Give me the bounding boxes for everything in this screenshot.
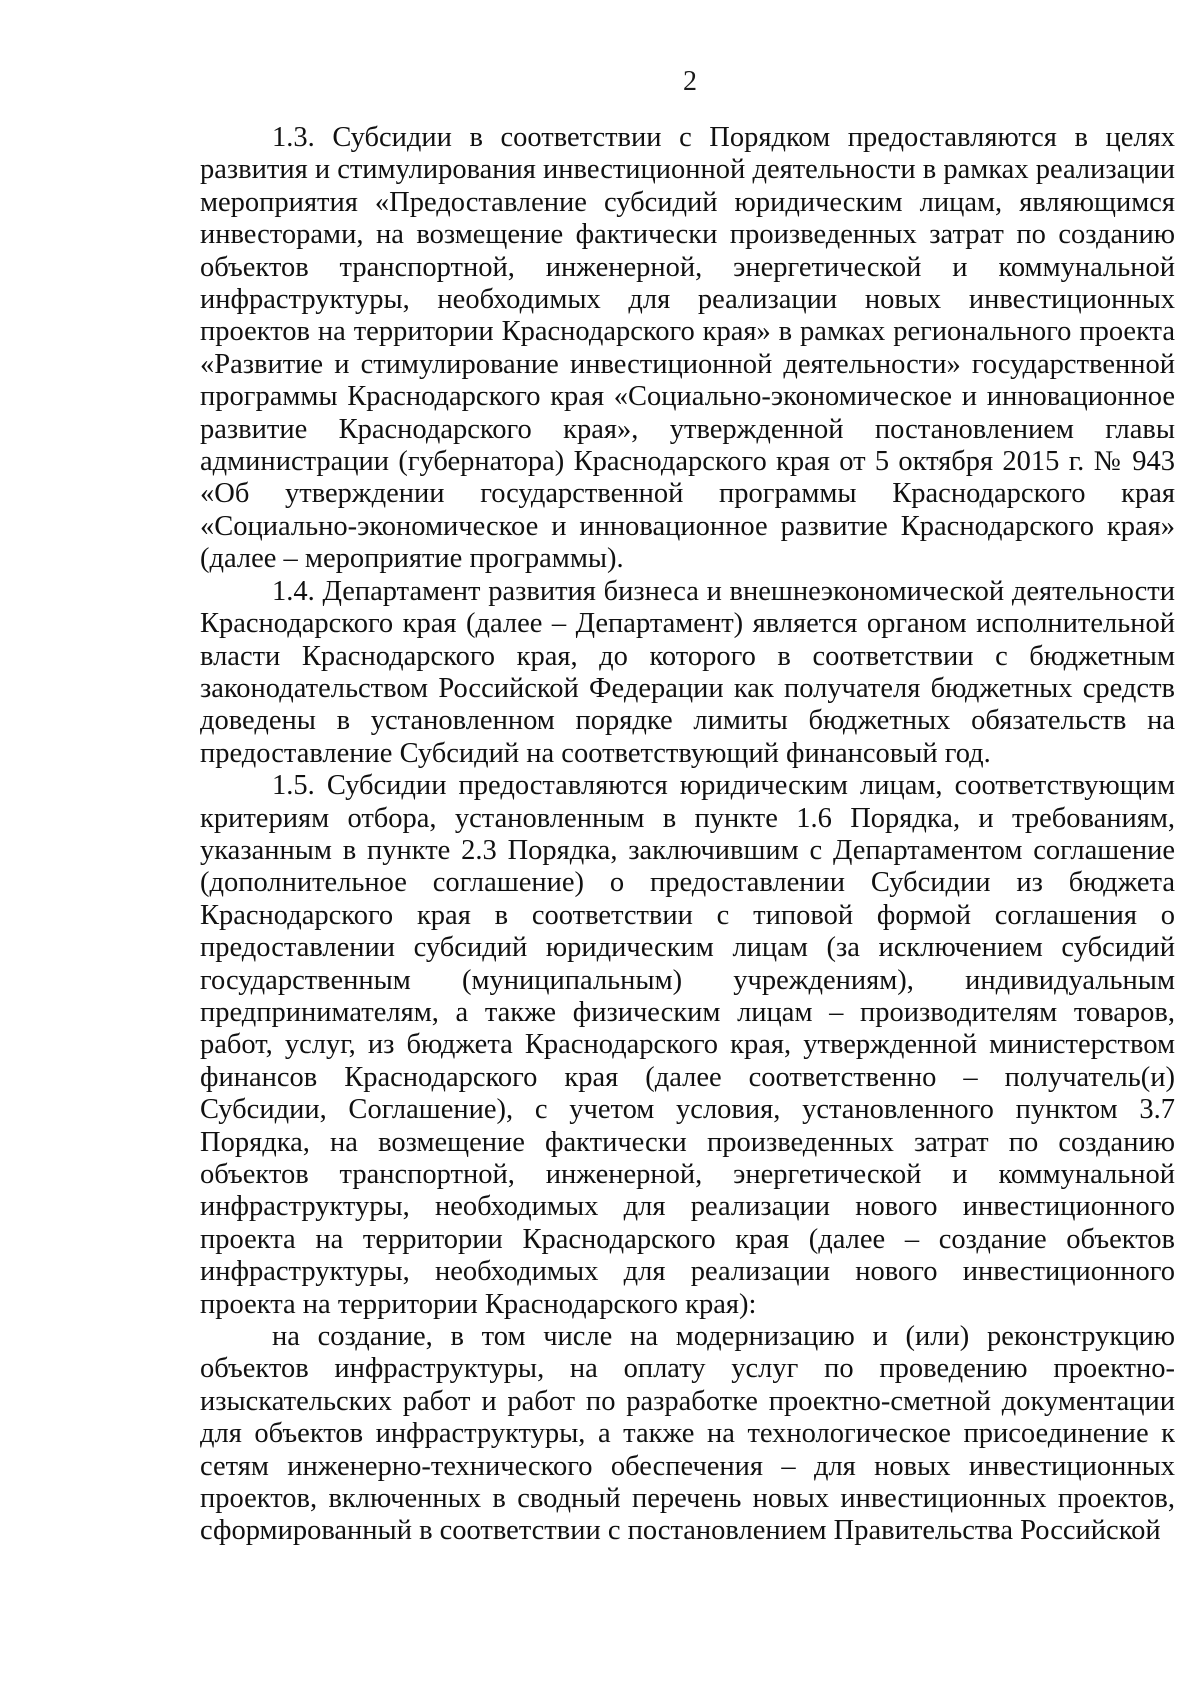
paragraph-1-4: 1.4. Департамент развития бизнеса и внешнеэкономической деятельности Краснодарского края (далее – Департамент) является органом исполнительной власти Краснодарского края, до которого в соответствии с бюджетным законодательством Российской Федерации как получателя бюджетных средств доведены в установленном порядке лимиты бюджетных обязательств на предоставление Субсидий на соответствующий финансовый год. bbox=[200, 575, 1175, 769]
paragraph-1-5-sub: на создание, в том числе на модернизацию и (или) реконструкцию объектов инфраструктуры, на оплату услуг по проведению проектно-изыскательских работ и работ по разработке проектно-сметной документации для объектов инфраструктуры, а также на технологическое присоединение к сетям инженерно-технического обеспечения – для новых инвестиционных проектов, включенных в сводный перечень новых инвестиционных проектов, сформированный в соответствии с постановлением Правительства Российской bbox=[200, 1321, 1175, 1547]
page-number: 2 bbox=[683, 66, 697, 97]
paragraph-1-3: 1.3. Субсидии в соответствии с Порядком предоставляются в целях развития и стимулирования инвестиционной деятельности в рамках реализации мероприятия «Предоставление субсидий юридическим лицам, являющимся инвесторами, на возмещение фактически произведенных затрат по созданию объектов транспортной, инженерной, энергетической и коммунальной инфраструктуры, необходимых для реализации новых инвестиционных проектов на территории Краснодарского края» в рамках регионального проекта «Развитие и стимулирование инвестиционной деятельности» государственной программы Краснодарского края «Социально-экономическое и инновационное развитие Краснодарского края», утвержденной постановлением главы администрации (губернатора) Краснодарского края от 5 октября 2015 г. № 943 «Об утверждении государственной программы Краснодарского края «Социально-экономическое и инновационное развитие Краснодарского края» (далее – мероприятие программы). bbox=[200, 122, 1175, 575]
document-body bbox=[200, 122, 1175, 1548]
paragraph-1-5: 1.5. Субсидии предоставляются юридическим лицам, соответствующим критериям отбора, установленным в пункте 1.6 Порядка, и требованиям, указанным в пункте 2.3 Порядка, заключившим с Департаментом соглашение (дополнительное соглашение) о предоставлении Субсидии из бюджета Краснодарского края в соответствии с типовой формой соглашения о предоставлении субсидий юридическим лицам (за исключением субсидий государственным (муниципальным) учреждениям), индивидуальным предпринимателям, а также физическим лицам – производителям товаров, работ, услуг, из бюджета Краснодарского края, утвержденной министерством финансов Краснодарского края (далее соответственно – получатель(и) Субсидии, Соглашение), с учетом условия, установленного пунктом 3.7 Порядка, на возмещение фактически произведенных затрат по созданию объектов транспортной, инженерной, энергетической и коммунальной инфраструктуры, необходимых для реализации нового инвестиционного проекта на территории Краснодарского края (далее – создание объектов инфраструктуры, необходимых для реализации нового инвестиционного проекта на территории Краснодарского края): bbox=[200, 770, 1175, 1320]
